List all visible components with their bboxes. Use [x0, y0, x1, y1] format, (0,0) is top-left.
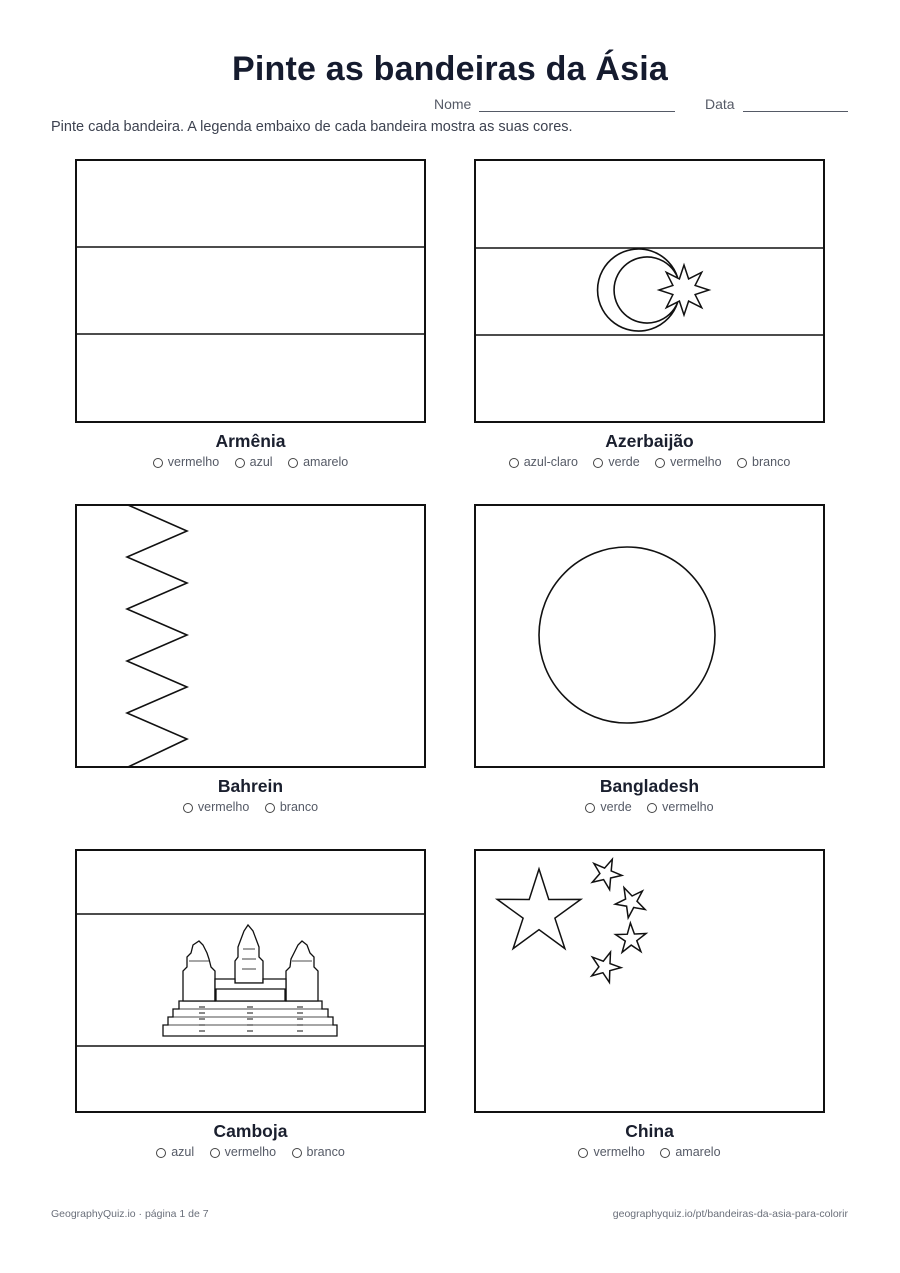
color-option[interactable]: vermelho	[183, 800, 249, 814]
color-legend	[474, 1145, 825, 1159]
color-option[interactable]: vermelho	[647, 800, 713, 814]
date-label: Data	[705, 96, 735, 112]
flag-card-cambodia	[75, 849, 426, 1159]
color-option[interactable]: amarelo	[660, 1145, 720, 1159]
country-name: China	[625, 1121, 674, 1141]
circle-icon	[235, 458, 245, 468]
color-option[interactable]: vermelho	[655, 455, 721, 469]
circle-icon	[509, 458, 519, 468]
color-option[interactable]: azul-claro	[509, 455, 578, 469]
color-option[interactable]: verde	[593, 455, 639, 469]
color-option[interactable]: vermelho	[210, 1145, 276, 1159]
color-option[interactable]: vermelho	[153, 455, 219, 469]
country-name: Azerbaijão	[605, 431, 694, 451]
color-option[interactable]: azul	[235, 455, 273, 469]
china-flag-icon[interactable]	[474, 849, 825, 1113]
circle-icon	[655, 458, 665, 468]
name-line[interactable]	[479, 97, 675, 112]
circle-icon	[265, 803, 275, 813]
circle-icon	[153, 458, 163, 468]
azerbaijan-flag-icon[interactable]	[474, 159, 825, 423]
color-legend	[75, 1145, 426, 1159]
flag-card-armenia	[75, 159, 426, 469]
country-name: Bangladesh	[599, 776, 700, 796]
color-option[interactable]: branco	[737, 455, 790, 469]
color-option[interactable]: branco	[292, 1145, 345, 1159]
footer-page-info: GeographyQuiz.io · página 1 de 7	[51, 1208, 209, 1220]
color-legend	[474, 800, 825, 814]
circle-icon	[737, 458, 747, 468]
circle-icon	[660, 1148, 670, 1158]
circle-icon	[288, 458, 298, 468]
circle-icon	[647, 803, 657, 813]
circle-icon	[585, 803, 595, 813]
footer-url[interactable]: geographyquiz.io/pt/bandeiras-da-asia-para-colorir	[612, 1208, 848, 1220]
flag-card-bangladesh	[474, 504, 825, 814]
color-legend	[75, 455, 426, 469]
color-legend	[75, 800, 426, 814]
bahrain-flag-icon[interactable]	[75, 504, 426, 768]
flag-card-china	[474, 849, 825, 1159]
color-option[interactable]: verde	[585, 800, 631, 814]
circle-icon	[578, 1148, 588, 1158]
country-name: Camboja	[213, 1121, 288, 1141]
color-legend	[474, 455, 825, 469]
armenia-flag-icon[interactable]	[75, 159, 426, 423]
bangladesh-flag-icon[interactable]	[474, 504, 825, 768]
name-label: Nome	[434, 96, 472, 112]
page-title: Pinte as bandeiras da Ásia	[231, 50, 669, 88]
color-option[interactable]: azul	[156, 1145, 194, 1159]
country-name: Bahrein	[217, 776, 284, 796]
date-line[interactable]	[743, 97, 848, 112]
color-option[interactable]: amarelo	[288, 455, 348, 469]
circle-icon	[183, 803, 193, 813]
circle-icon	[210, 1148, 220, 1158]
country-name: Armênia	[215, 431, 286, 451]
name-field[interactable]	[434, 96, 675, 112]
instructions: Pinte cada bandeira. A legenda embaixo de cada bandeira mostra as suas cores.	[51, 119, 573, 135]
cambodia-flag-icon[interactable]	[75, 849, 426, 1113]
circle-icon	[593, 458, 603, 468]
color-option[interactable]: branco	[265, 800, 318, 814]
flag-card-azerbaijan	[474, 159, 825, 469]
circle-icon	[156, 1148, 166, 1158]
color-option[interactable]: vermelho	[578, 1145, 644, 1159]
flag-card-bahrain	[75, 504, 426, 814]
date-field[interactable]	[705, 96, 848, 112]
circle-icon	[292, 1148, 302, 1158]
